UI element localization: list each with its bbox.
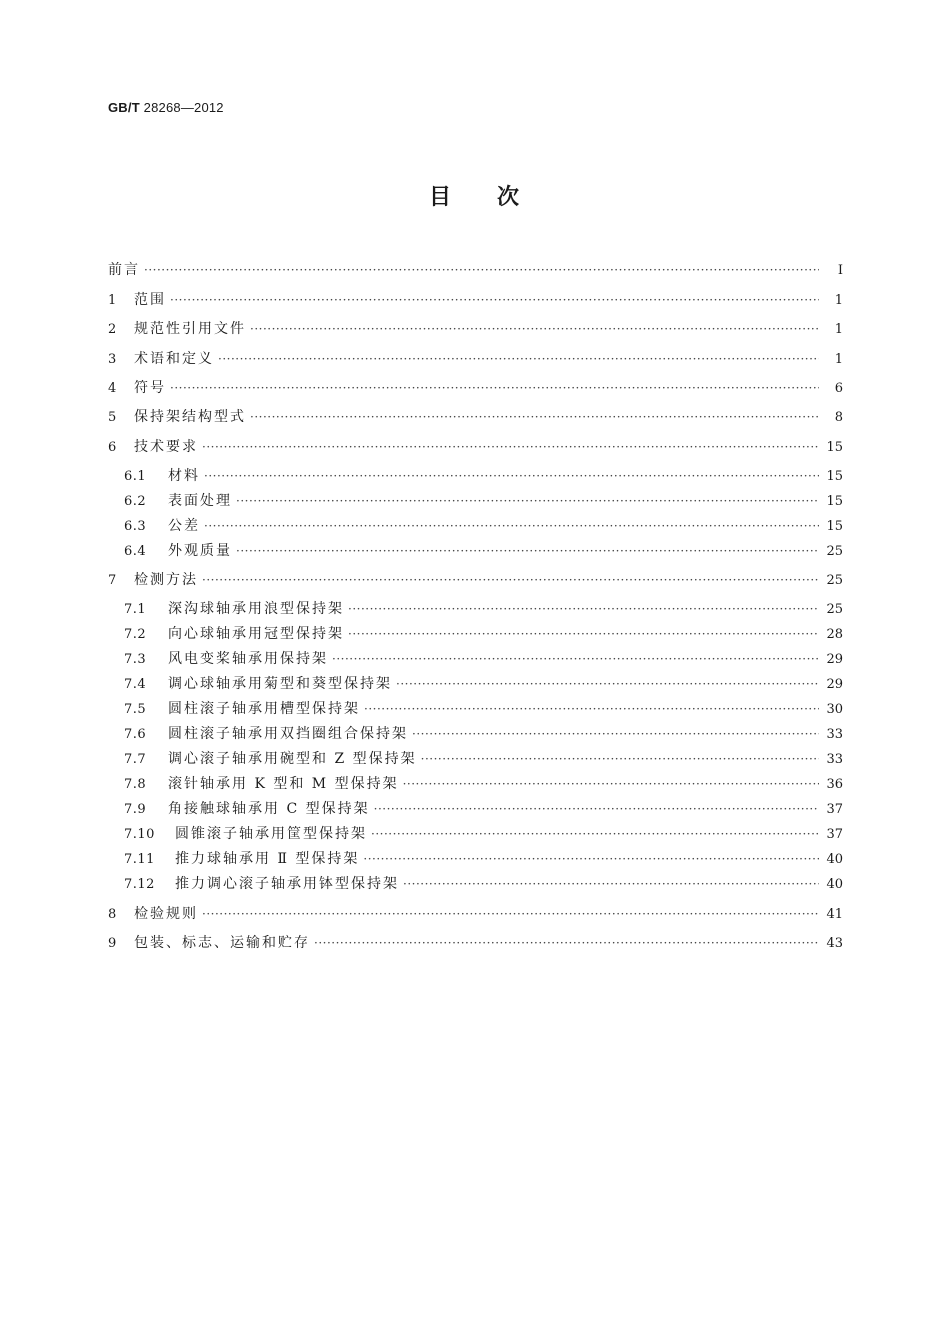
toc-entry-6-1[interactable]	[124, 465, 843, 487]
toc-entry-page: 25	[826, 544, 843, 559]
toc-entry-label: 检测方法	[134, 572, 198, 588]
toc-entry-number: 7	[108, 573, 117, 588]
toc-leader	[403, 773, 819, 795]
toc-entry-label: 滚针轴承用 K 型和 M 型保持架	[168, 776, 399, 792]
toc-entry-page: 29	[826, 652, 843, 667]
standard-code: GB/T	[108, 100, 140, 115]
toc-entry-6-3[interactable]	[124, 515, 843, 537]
toc-entry-page: 30	[826, 702, 843, 717]
toc-entry-2[interactable]	[108, 318, 843, 340]
toc-leader	[144, 259, 819, 281]
toc-entry-label: 深沟球轴承用浪型保持架	[168, 601, 344, 617]
toc-leader	[204, 515, 819, 537]
toc-leader	[371, 823, 819, 845]
toc-entry-number: 2	[108, 322, 117, 337]
toc-entry-number: 7.2	[124, 627, 147, 642]
toc-entry-number: 6.3	[124, 519, 147, 534]
toc-entry-page: 25	[826, 602, 843, 617]
toc-entry-label: 材料	[168, 468, 200, 484]
toc-entry-number: 7.10	[124, 827, 155, 842]
toc-entry-page: 15	[826, 519, 843, 534]
toc-entry-page: 40	[826, 877, 843, 892]
toc-entry-number: 8	[108, 907, 117, 922]
toc-entry-label: 技术要求	[134, 439, 198, 455]
toc-entry-page: 37	[826, 802, 843, 817]
toc-entry-number: 6.4	[124, 544, 147, 559]
toc-leader	[403, 873, 819, 895]
toc-entry-label: 圆柱滚子轴承用槽型保持架	[168, 701, 360, 717]
toc-leader	[314, 932, 819, 954]
toc-entry-7-7[interactable]	[124, 748, 843, 770]
toc-entry-label: 调心球轴承用菊型和葵型保持架	[168, 676, 392, 692]
toc-entry-number: 1	[108, 293, 117, 308]
toc-leader	[250, 406, 819, 428]
toc-entry-page: 33	[826, 752, 843, 767]
page-title	[0, 180, 950, 211]
toc-entry-6[interactable]	[108, 436, 843, 458]
toc-entry-number: 7.6	[124, 727, 147, 742]
toc-leader	[348, 598, 819, 620]
toc-entry-7-6[interactable]	[124, 723, 843, 745]
toc-leader	[236, 540, 819, 562]
toc-entry-number: 7.9	[124, 802, 147, 817]
toc-entry-7-11[interactable]	[124, 848, 843, 870]
toc-entry-page: 28	[826, 627, 843, 642]
toc-entry-7-9[interactable]	[124, 798, 843, 820]
toc-entry-4[interactable]	[108, 377, 843, 399]
toc-entry-number: 7.3	[124, 652, 147, 667]
toc-leader	[202, 569, 819, 591]
toc-leader	[364, 698, 819, 720]
toc-entry-number: 7.7	[124, 752, 147, 767]
toc-leader	[202, 903, 819, 925]
toc-leader	[204, 465, 819, 487]
toc-leader	[412, 723, 819, 745]
toc-leader	[421, 748, 819, 770]
toc-entry-number: 7.12	[124, 877, 155, 892]
toc-leader	[250, 318, 819, 340]
standard-number: 28268—2012	[143, 100, 224, 115]
toc-entry-label: 术语和定义	[134, 351, 214, 367]
toc-entry-page: 6	[834, 381, 843, 396]
toc-entry-label: 公差	[168, 518, 200, 534]
toc-leader	[332, 648, 819, 670]
toc-entry-page: 41	[826, 907, 843, 922]
toc-entry-number: 6.2	[124, 494, 147, 509]
toc-entry-6-2[interactable]	[124, 490, 843, 512]
toc-entry-8[interactable]	[108, 903, 843, 925]
toc-entry-7-5[interactable]	[124, 698, 843, 720]
toc-entry-label: 表面处理	[168, 493, 232, 509]
toc-entry-page: 1	[834, 293, 843, 308]
toc-entry-label: 推力调心滚子轴承用钵型保持架	[175, 876, 399, 892]
toc-entry-label: 检验规则	[134, 906, 198, 922]
toc-entry-page: 36	[826, 777, 843, 792]
toc-entry-6-4[interactable]	[124, 540, 843, 562]
toc-entry-label: 保持架结构型式	[134, 409, 246, 425]
toc-leader	[170, 377, 819, 399]
toc-entry-page: Ⅰ	[837, 263, 843, 278]
toc-entry-label: 推力球轴承用 Ⅱ 型保持架	[175, 851, 360, 867]
toc-entry-page: 29	[826, 677, 843, 692]
toc-entry-7-4[interactable]	[124, 673, 843, 695]
toc-entry-page: 15	[826, 440, 843, 455]
toc-entry-page: 43	[826, 936, 843, 951]
toc-leader	[236, 490, 819, 512]
toc-leader	[218, 348, 819, 370]
toc-leader	[396, 673, 819, 695]
toc-entry-page: 37	[826, 827, 843, 842]
toc-entry-9[interactable]	[108, 932, 843, 954]
toc-entry-number: 7.4	[124, 677, 147, 692]
toc-leader	[348, 623, 819, 645]
toc-entry-label: 风电变桨轴承用保持架	[168, 651, 328, 667]
toc-entry-number: 7.5	[124, 702, 147, 717]
toc-entry-label: 圆柱滚子轴承用双挡圈组合保持架	[168, 726, 408, 742]
toc-entry-7-3[interactable]	[124, 648, 843, 670]
toc-entry-page: 40	[826, 852, 843, 867]
toc-entry-3[interactable]	[108, 348, 843, 370]
toc-entry-7-2[interactable]	[124, 623, 843, 645]
toc-entry-label: 范围	[134, 292, 166, 308]
toc-entry-label: 向心球轴承用冠型保持架	[168, 626, 344, 642]
toc-entry-label: 规范性引用文件	[134, 321, 246, 337]
toc-entry-7-12[interactable]	[124, 873, 843, 895]
toc-entry-number: 6.1	[124, 469, 147, 484]
toc-leader	[170, 289, 819, 311]
toc-entry-1[interactable]	[108, 289, 843, 311]
toc-leader	[202, 436, 819, 458]
toc-entry-number: 5	[108, 410, 117, 425]
toc-entry-number: 9	[108, 936, 117, 951]
toc-entry-page: 8	[834, 410, 843, 425]
toc-entry-label: 外观质量	[168, 543, 232, 559]
toc-entry-number: 6	[108, 440, 117, 455]
toc-entry-label: 角接触球轴承用 C 型保持架	[168, 801, 370, 817]
toc-entry-number: 7.1	[124, 602, 147, 617]
toc-entry-7-1[interactable]	[124, 598, 843, 620]
standard-number-header	[108, 100, 224, 115]
toc-entry-7-8[interactable]	[124, 773, 843, 795]
toc-entry-page: 15	[826, 469, 843, 484]
toc-entry-label: 调心滚子轴承用碗型和 Z 型保持架	[168, 751, 417, 767]
toc-entry-page: 25	[826, 573, 843, 588]
toc-leader	[374, 798, 819, 820]
title-char-1: 目	[428, 185, 453, 210]
toc-entry-label: 前言	[108, 262, 140, 278]
toc-entry-foreword[interactable]	[108, 259, 843, 281]
toc-entry-7[interactable]	[108, 569, 843, 591]
toc-entry-page: 33	[826, 727, 843, 742]
toc-entry-page: 1	[834, 322, 843, 337]
toc-entry-5[interactable]	[108, 406, 843, 428]
toc-entry-number: 7.8	[124, 777, 147, 792]
toc-entry-number: 4	[108, 381, 117, 396]
title-char-2: 次	[497, 185, 522, 210]
toc-entry-label: 符号	[134, 380, 166, 396]
toc-entry-7-10[interactable]	[124, 823, 843, 845]
toc-entry-page: 1	[834, 352, 843, 367]
toc-entry-page: 15	[826, 494, 843, 509]
toc-entry-number: 3	[108, 352, 117, 367]
toc-entry-number: 7.11	[124, 852, 155, 867]
toc-entry-label: 圆锥滚子轴承用筐型保持架	[175, 826, 367, 842]
toc-leader	[363, 848, 819, 870]
toc-entry-label: 包装、标志、运输和贮存	[134, 935, 310, 951]
